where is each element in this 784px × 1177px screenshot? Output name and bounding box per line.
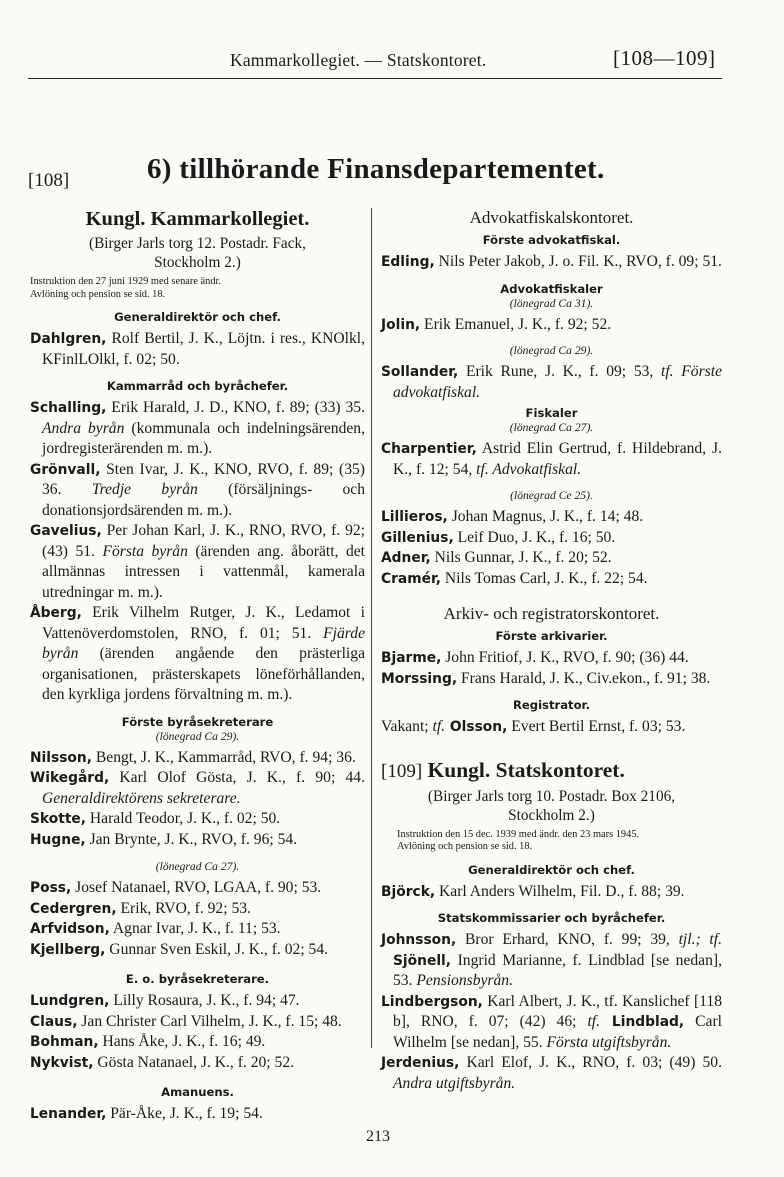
arkiv-title: Arkiv- och registratorskontoret. (443, 604, 660, 623)
entry-aberg: Åberg, Erik Vilhelm Rutger, J. K., Ledamot i Vattenöverdomstolen, RNO, f. 01; 51. Fjärde byrån (ärenden angående den prästerliga organisationen, prästerskapets löneförhållanden, den kyrkliga jordens förvaltning m. m.). (30, 604, 369, 703)
entry-edling: Edling, Nils Peter Jakob, J. o. Fil. K., RVO, f. 09; 51. (381, 253, 722, 270)
subheading-eo-byrasekreterare: E. o. byråsekreterare. (125, 972, 270, 986)
entry-bjarme: Bjarme, John Fritiof, J. K., RVO, f. 90; (36) 44. (381, 649, 689, 666)
entry-cedergren: Cedergren, Erik, RVO, f. 92; 53. (30, 899, 251, 917)
section-number: [108] (28, 170, 70, 191)
entry-dahlgren: Dahlgren, Rolf Bertil, J. K., Löjtn. i res., KNOlkl, KFinlLOlkl, f. 02; 50. (30, 330, 369, 368)
subheading-statskommissarier: Statskommissarier och byråchefer. (437, 911, 666, 925)
entry-skotte: Skotte, Harald Teodor, J. K., f. 02; 50. (30, 810, 281, 827)
subheading-generaldirektor-2: Generaldirektör och chef. (468, 862, 635, 877)
lonegrad-25: (lönegrad Ce 25). (510, 489, 593, 502)
lonegrad-27: (lönegrad Ca 27). (155, 860, 240, 873)
entry-bjorck: Björck, Karl Anders Wilhelm, Fil. D., f. 88; 39. (381, 882, 685, 900)
entry-jolin: Jolin, Erik Emanuel, J. K., f. 92; 52. (381, 315, 612, 333)
subheading-kammarrad: Kammarråd och byråchefer. (106, 379, 289, 393)
entry-nykvist: Nykvist, Gösta Natanael, J. K., f. 20; 52. (30, 1053, 295, 1071)
subheading-forste-advokatfiskal: Förste advokatfiskal. (482, 233, 621, 247)
entry-charpentier: Charpentier, Astrid Elin Gertrud, f. Hildebrand, J. K., f. 12; 54, tf. Advokatfiskal. (381, 440, 726, 478)
entry-cramer: Cramér, Nils Tomas Carl, J. K., f. 22; 54. (381, 569, 648, 587)
entry-lillieros: Lillieros, Johan Magnus, J. K., f. 14; 48. (381, 508, 644, 525)
right-column (381, 207, 727, 1094)
statskontoret-address: (Birger Jarls torg 10. Postadr. Box 2106, Stockholm 2.) (427, 787, 676, 824)
entry-lenander: Lenander, Pär-Åke, J. K., f. 19; 54. (30, 1105, 263, 1122)
entry-johnsson: Johnsson, Bror Erhard, KNO, f. 99; 39, tjl.; tf. Sjönell, Ingrid Marianne, f. Lindblad [se nedan], 53. Pensionsbyrån. (381, 931, 727, 989)
column-divider (371, 208, 372, 1048)
entry-schalling: Schalling, Erik Harald, J. D., KNO, f. 89; (33) 35. Andra byrån (kommunala och indelningsärenden, jordregisterärenden m. m.). (30, 399, 369, 457)
left-column (30, 207, 369, 1125)
subheading-forste-byrasekreterare: Förste byråsekreterare (121, 714, 274, 729)
running-head-pages: [108—109] (613, 46, 716, 70)
entry-lindbergson: Lindbergson, Karl Albert, J. K., tf. Kanslichef [118 b], RNO, f. 07; (42) 46; tf. Lindblad, Carl Wilhelm [se nedan], 55. Första utgiftsbyrån. (381, 992, 726, 1051)
running-head (0, 44, 784, 72)
subheading-amanuens: Amanuens. (161, 1085, 234, 1099)
lonegrad-29: (lönegrad Ca 29). (155, 729, 240, 743)
page-number: 213 (366, 1128, 390, 1145)
subheading-forste-arkivarier: Förste arkivarier. (495, 629, 608, 643)
entry-adner: Adner, Nils Gunnar, J. K., f. 20; 52. (381, 549, 612, 566)
subheading-generaldirektor: Generaldirektör och chef. (114, 310, 281, 324)
entry-vakant: Vakant; tf. Olsson, Evert Bertil Ernst, f. 03; 53. (381, 718, 686, 735)
lonegrad-29-right: (lönegrad Ca 29). (509, 344, 594, 357)
subheading-fiskaler: Fiskaler (525, 406, 578, 420)
section-title: 6) tillhörande Finansdepartementet. (147, 153, 605, 185)
entry-hugne: Hugne, Jan Brynte, J. K., RVO, f. 96; 54. (30, 830, 298, 848)
instruction-note: Instruktion den 27 juni 1929 med senare ändr. Avlöning och pension se sid. 18. (30, 276, 222, 300)
entry-claus: Claus, Jan Christer Carl Vilhelm, J. K., f. 15; 48. (30, 1012, 342, 1030)
entry-wikegard: Wikegård, Karl Olof Gösta, J. K., f. 90; 44. Generaldirektörens sekreterare. (30, 769, 369, 807)
statskontoret-instruction: Instruktion den 15 dec. 1939 med ändr. den 23 mars 1945. Avlöning och pension se sid. 18. (397, 828, 640, 852)
header-rule (28, 78, 722, 79)
entry-arfvidson: Arfvidson, Agnar Ivar, J. K., f. 11; 53. (30, 920, 281, 937)
kammarkollegiet-title: Kungl. Kammarkollegiet. (85, 208, 310, 230)
entry-morssing: Morssing, Frans Harald, J. K., Civ.ekon., f. 91; 38. (381, 669, 711, 687)
entry-jerdenius: Jerdenius, Karl Elof, J. K., RNO, f. 03; (49) 50. Andra utgiftsbyrån. (381, 1054, 726, 1092)
entry-nilsson: Nilsson, Bengt, J. K., Kammarråd, RVO, f. 94; 36. (30, 748, 356, 766)
kammarkollegiet-address: (Birger Jarls torg 12. Postadr. Fack, Stockholm 2.) (89, 235, 306, 271)
lonegrad-31: (lönegrad Ca 31). (509, 296, 594, 310)
entry-bohman: Bohman, Hans Åke, J. K., f. 16; 49. (30, 1033, 266, 1050)
entry-poss: Poss, Josef Natanael, RVO, LGAA, f. 90; 53. (30, 879, 322, 896)
statskontoret-title: [109] Kungl. Statskontoret. (381, 757, 625, 782)
lonegrad-27-right: (lönegrad Ca 27). (509, 421, 594, 434)
entry-lundgren: Lundgren, Lilly Rosaura, J. K., f. 94; 47. (30, 992, 300, 1009)
entry-kjellberg: Kjellberg, Gunnar Sven Eskil, J. K., f. 02; 54. (30, 940, 329, 958)
advokatfiskalskontoret-title: Advokatfiskalskontoret. (469, 208, 634, 227)
running-head-title: Kammarkollegiet. — Statskontoret. (230, 50, 487, 70)
entry-gronvall: Grönvall, Sten Ivar, J. K., KNO, RVO, f. 89; (35) 36. Tredje byrån (försäljnings- och donationsjordsärenden m. m.). (30, 460, 369, 519)
entry-gavelius: Gavelius, Per Johan Karl, J. K., RNO, RVO, f. 92; (43) 51. Första byrån (ärenden ang. åborätt, det allmännas intressen i vattenmål, kamerala utredningar m. m.). (30, 522, 369, 601)
subheading-registrator: Registrator. (512, 698, 591, 712)
entry-sollander: Sollander, Erik Rune, J. K., f. 09; 53, tf. Förste advokatfiskal. (381, 363, 726, 401)
entry-gillenius: Gillenius, Leif Duo, J. K., f. 16; 50. (381, 528, 616, 546)
subheading-advokatfiskaler: Advokatfiskaler (500, 281, 603, 296)
